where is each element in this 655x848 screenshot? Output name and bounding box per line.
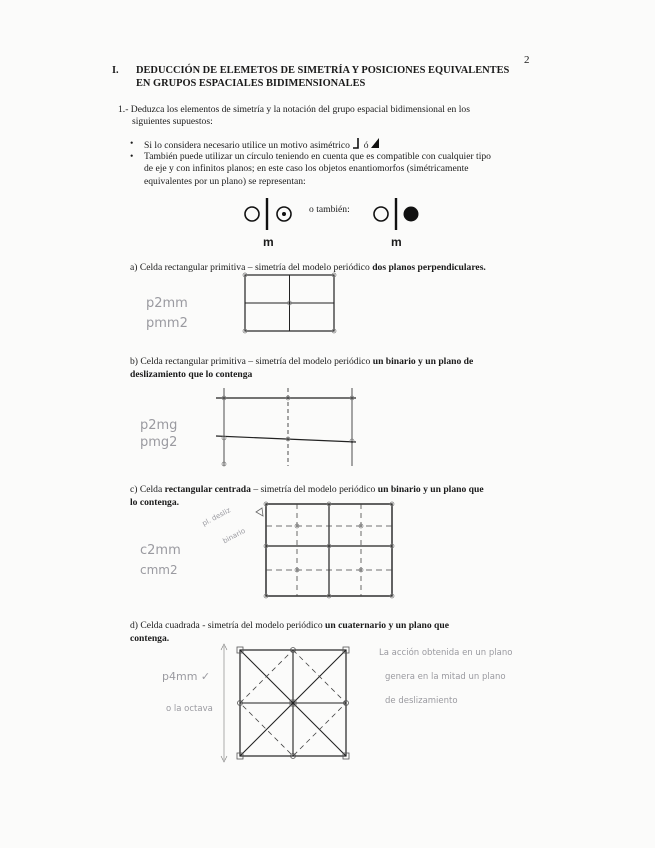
section-b-bold-1: un binario y un plano de: [372, 356, 474, 367]
handwriting-a-2: pmm2: [146, 316, 188, 331]
section-b-bold-2: deslizamiento que lo contenga: [130, 368, 253, 380]
heading-line-1: DEDUCCIÓN DE ELEMETOS DE SIMETRÍA Y POSICIONES EQUIVALENTES: [136, 65, 510, 76]
heading-number: I.: [112, 65, 119, 76]
bullet-2: [130, 151, 530, 188]
section-d-bold-1: un cuaternario y un plano que: [325, 620, 449, 631]
section-a-label: a): [130, 262, 138, 273]
handwriting-d-note-2: genera en la mitad un plano: [385, 672, 506, 682]
section-a-text: Celda rectangular primitiva – simetría del modelo periódico: [139, 262, 370, 273]
mirror-label-right: m: [391, 235, 402, 249]
lattice-rect-glide-b: [214, 386, 360, 470]
heading-line-2: EN GRUPOS ESPACIALES BIDIMENSIONALES: [136, 78, 366, 89]
lattice-rect-centred-c: [254, 498, 400, 602]
page-number: 2: [524, 54, 530, 66]
section-c-bold-1: rectangular centrada: [164, 484, 251, 495]
question-1: [118, 104, 530, 129]
bullet-dot-icon: •: [130, 151, 134, 162]
section-c-text-1: Celda: [139, 484, 163, 495]
asymmetric-motif-icon: [352, 138, 361, 149]
section-b-text: Celda rectangular primitiva – simetría del modelo periódico: [140, 356, 371, 367]
section-a-bold: dos planos perpendiculares.: [372, 262, 486, 273]
handwriting-c-1: c2mm: [140, 543, 181, 558]
section-b-label: b): [130, 356, 138, 367]
section-c-label: c): [130, 484, 138, 495]
question-line-1: 1.- Deduzca los elementos de simetría y la notación del grupo espacial bidimensional en los: [118, 104, 470, 115]
mirror-label-left: m: [263, 235, 274, 249]
bullet-2-line-3: equivalentes por un plano) se representan:: [144, 175, 306, 187]
mirror-figure-right: [370, 196, 440, 232]
triangle-motif-icon: [371, 138, 380, 149]
handwriting-c-note-1: pl. desliz: [200, 506, 232, 528]
bullet-dot-icon: •: [130, 138, 134, 149]
bullet-2-line-2: de eje y con infinitos planos; en este caso los objetos enantiomorfos (simétricamente: [144, 163, 469, 175]
section-d-label: d): [130, 620, 138, 631]
lattice-square-d: [218, 636, 358, 766]
bullet-2-line-1: También puede utilizar un círculo teniendo en cuenta que es compatible con cualquier tipo: [144, 151, 491, 162]
handwriting-d-2: o la octava: [166, 704, 213, 714]
handwriting-b-1: p2mg: [140, 418, 178, 433]
handwriting-d-note-1: La acción obtenida en un plano: [379, 648, 513, 658]
question-line-2: siguientes supuestos:: [132, 116, 213, 128]
handwriting-d-1: p4mm ✓: [162, 670, 211, 683]
lattice-rect-primitive-a: [244, 274, 336, 334]
section-c-text-2: – simetría del modelo periódico: [253, 484, 376, 495]
o-tambien-label: o también:: [309, 204, 350, 215]
handwriting-c-2: cmm2: [140, 563, 178, 577]
section-heading: [112, 64, 538, 90]
section-c-bold-2: un binario y un plano que: [377, 484, 484, 495]
handwriting-d-note-3: de deslizamiento: [385, 696, 458, 706]
section-a: [130, 262, 532, 275]
section-b: [130, 356, 532, 381]
section-d-text: Celda cuadrada - simetría del modelo periódico: [140, 620, 323, 631]
handwriting-c-note-2: binario: [221, 526, 247, 546]
bullet-1-text: Si lo considera necesario utilice un motivo asimétrico: [144, 140, 350, 151]
handwriting-b-2: pmg2: [140, 435, 178, 450]
bullet-1-or: ó: [363, 140, 369, 151]
section-d-bold-2: contenga.: [130, 632, 170, 644]
handwriting-a-1: p2mm: [146, 296, 188, 311]
section-c-bold-3: lo contenga.: [130, 496, 180, 508]
